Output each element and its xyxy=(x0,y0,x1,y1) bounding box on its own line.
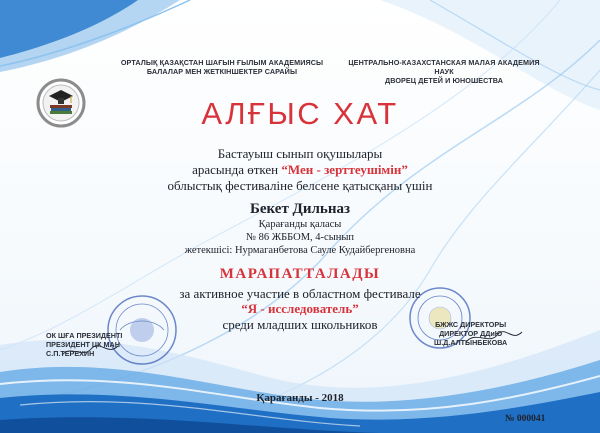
recipient-school: № 86 ЖББОМ, 4-сынып xyxy=(245,232,355,243)
signature-left-line2: ПРЕЗИДЕНТ ЦК МАН xyxy=(46,340,120,349)
city-year: Қарағанды - 2018 xyxy=(256,392,344,404)
signature-right-line2: ДИРЕКТОР ДДиЮ xyxy=(439,329,503,338)
header-left-line2: БАЛАЛАР МЕН ЖЕТКІНШЕКТЕР САРАЙЫ xyxy=(146,67,298,76)
festival-name-russian: “Я - исследователь” xyxy=(241,301,359,316)
signature-left-line3: С.П.ТЕРЕХИН xyxy=(46,349,95,358)
recipient-city: Қарағанды қаласы xyxy=(258,219,342,230)
kazakh-line3: облыстық фестиваліне белсене қатысқаны үшін xyxy=(167,178,433,193)
certificate-title: АЛҒЫС ХАТ xyxy=(201,96,399,131)
signature-right xyxy=(434,320,507,347)
header-left-line1: ОРТАЛЫҚ ҚАЗАҚСТАН ШАҒЫН ҒЫЛЫМ АКАДЕМИЯСЫ xyxy=(120,58,324,67)
festival-name-kazakh: “Мен - зерттеушімін” xyxy=(281,162,408,177)
kazakh-line2 xyxy=(0,162,600,178)
certificate-number: № 000041 xyxy=(505,414,546,424)
award-title: МАРАПАТТАЛАДЫ xyxy=(219,266,381,282)
russian-line3: среди младших школьников xyxy=(222,317,378,332)
kazakh-line2-prefix: арасында өткен xyxy=(192,162,279,177)
recipient-supervisor: жетекшісі: Нурмаганбетова Сауле Кудайбергеновна xyxy=(184,245,416,256)
header-right-line1: ЦЕНТРАЛЬНО-КАЗАХСТАНСКАЯ МАЛАЯ АКАДЕМИЯ НАУК xyxy=(348,58,540,76)
signature-left xyxy=(46,331,122,358)
header-left xyxy=(112,58,332,76)
russian-line1: за активное участие в областном фестивале xyxy=(179,286,421,301)
signature-right-line1: БЖЖС ДИРЕКТОРЫ xyxy=(435,320,507,329)
header-right-line2: ДВОРЕЦ ДЕТЕЙ И ЮНОШЕСТВА xyxy=(384,76,504,85)
signature-right-line3: Ш.Д.АЛТЫНБЕКОВА xyxy=(434,338,508,347)
kazakh-line1: Бастауыш сынып оқушылары xyxy=(217,146,383,161)
header-right xyxy=(340,58,548,85)
signature-left-line1: ОК ШҒА ПРЕЗИДЕНТІ xyxy=(46,331,123,340)
recipient-name: Бекет Дильназ xyxy=(249,201,351,217)
